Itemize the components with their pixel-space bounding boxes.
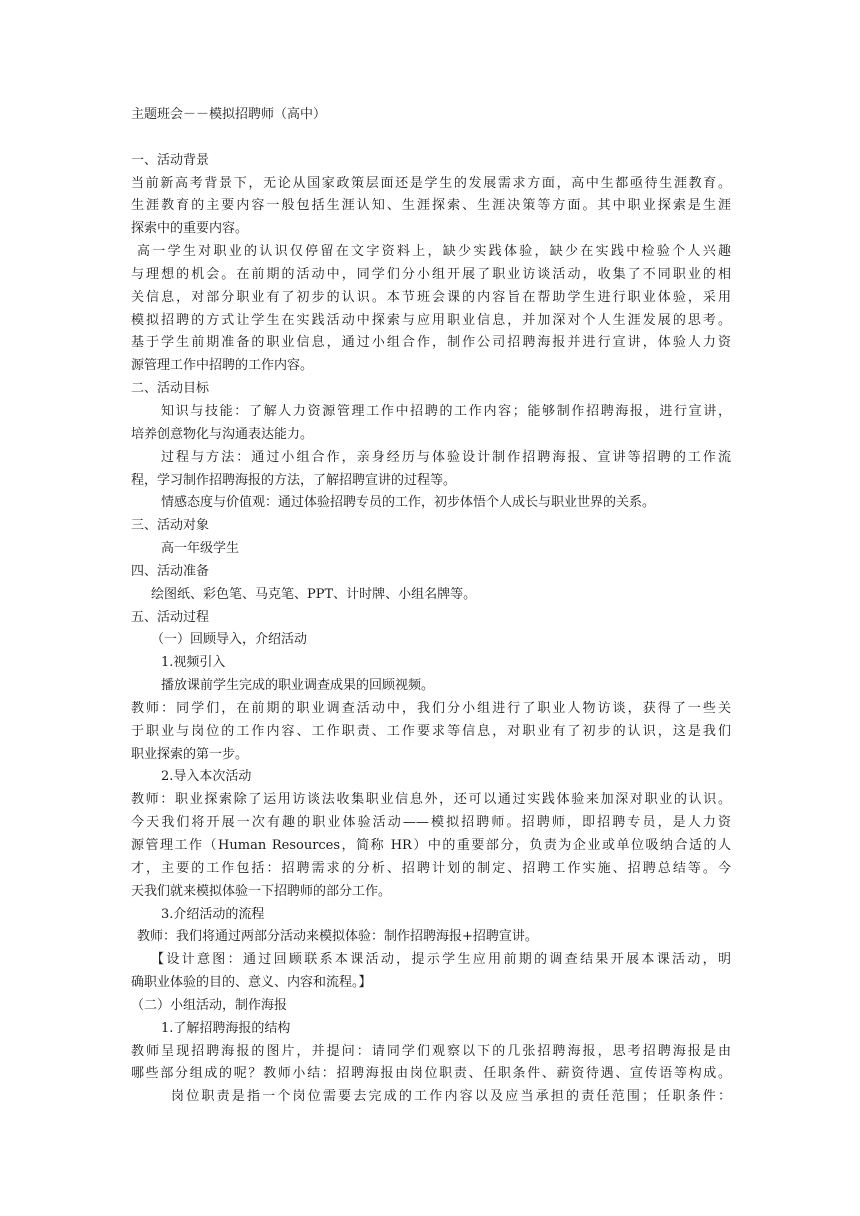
paragraph-line: 职业探索的第一步。 bbox=[131, 746, 249, 762]
step-heading: 1.视频引入 bbox=[161, 655, 226, 671]
paragraph-line: 教师：同学们，在前期的职业调查活动中，我们分小组进行了职业人物访谈，获得了一些关 bbox=[131, 700, 731, 716]
paragraph-line: 与理想的机会。在前期的活动中，同学们分小组开展了职业访谈活动，收集了不同职业的相 bbox=[131, 266, 731, 282]
document-body bbox=[131, 104, 731, 1109]
paragraph-line: 哪些部分组成的呢？教师小结：招聘海报由岗位职责、任职条件、薪资待遇、宣传语等构成。 bbox=[131, 1066, 731, 1082]
paragraph-line: 情感态度与价值观：通过体验招聘专员的工作，初步体悟个人成长与职业世界的关系。 bbox=[161, 495, 656, 511]
paragraph-line: 关信息，对部分职业有了初步的认识。本节班会课的内容旨在帮助学生进行职业体验，采用 bbox=[131, 289, 731, 305]
paragraph-line: 才，主要的工作包括：招聘需求的分析、招聘计划的制定、招聘工作实施、招聘总结等。今 bbox=[131, 860, 731, 876]
paragraph-line: 教师：我们将通过两部分活动来模拟体验：制作招聘海报+招聘宣讲。 bbox=[137, 929, 538, 945]
paragraph-line: 绘图纸、彩色笔、马克笔、PPT、计时牌、小组名牌等。 bbox=[151, 586, 477, 602]
paragraph-line: 源管理工作（Human Resources，简称 HR）中的重要部分，负责为企业或单位吸纳合适的人 bbox=[131, 838, 731, 853]
design-intent-line: 【设计意图：通过回顾联系本课活动，提示学生应用前期的调查结果开展本课活动，明 bbox=[151, 952, 731, 968]
paragraph-line: 探索中的重要内容。 bbox=[131, 221, 249, 237]
subsection-heading: （二）小组活动，制作海报 bbox=[131, 997, 288, 1013]
paragraph-line: 基于学生前期准备的职业信息，通过小组合作，制作公司招聘海报并进行宣讲，体验人力资 bbox=[131, 335, 731, 351]
paragraph-line: 教师：职业探索除了运用访谈法收集职业信息外，还可以通过实践体验来加深对职业的认识。 bbox=[131, 792, 731, 808]
paragraph-line: 高一年级学生 bbox=[161, 541, 240, 557]
paragraph-line: 过程与方法：通过小组合作，亲身经历与体验设计制作招聘海报、宣讲等招聘的工作流 bbox=[161, 449, 731, 465]
subsection-heading: （一）回顾导入，介绍活动 bbox=[151, 632, 308, 648]
step-heading: 3.介绍活动的流程 bbox=[161, 906, 265, 922]
section-heading-goals: 二、活动目标 bbox=[131, 381, 210, 397]
step-heading: 1.了解招聘海报的结构 bbox=[161, 1020, 291, 1036]
paragraph-line: 于职业与岗位的工作内容、工作职责、工作要求等信息，对职业有了初步的认识，这是我们 bbox=[131, 723, 731, 739]
design-intent-line: 确职业体验的目的、意义、内容和流程。】 bbox=[131, 975, 372, 991]
section-heading-process: 五、活动过程 bbox=[131, 609, 210, 625]
section-heading-background: 一、活动背景 bbox=[131, 152, 210, 168]
paragraph-line: 模拟招聘的方式让学生在实践活动中探索与应用职业信息，并加深对个人生涯发展的思考。 bbox=[131, 312, 731, 328]
paragraph-line: 生涯教育的主要内容一般包括生涯认知、生涯探索、生涯决策等方面。其中职业探索是生涯 bbox=[131, 198, 731, 214]
paragraph-line: 当前新高考背景下，无论从国家政策层面还是学生的发展需求方面，高中生都亟待生涯教育。 bbox=[131, 175, 731, 191]
paragraph-line: 岗位职责是指一个岗位需要去完成的工作内容以及应当承担的责任范围；任职条件： bbox=[171, 1089, 731, 1105]
paragraph-line: 高一学生对职业的认识仅停留在文字资料上，缺少实践体验，缺少在实践中检验个人兴趣 bbox=[137, 244, 731, 260]
step-heading: 2.导入本次活动 bbox=[161, 769, 252, 785]
paragraph-line: 知识与技能：了解人力资源管理工作中招聘的工作内容；能够制作招聘海报，进行宣讲， bbox=[161, 403, 731, 419]
section-heading-preparation: 四、活动准备 bbox=[131, 563, 210, 579]
paragraph-line: 今天我们将开展一次有趣的职业体验活动——模拟招聘师。招聘师，即招聘专员，是人力资 bbox=[131, 815, 731, 831]
document-title: 主题班会－－模拟招聘师（高中） bbox=[131, 107, 327, 122]
paragraph-line: 天我们就来模拟体验一下招聘师的部分工作。 bbox=[131, 883, 392, 899]
paragraph-line: 播放课前学生完成的职业调查成果的回顾视频。 bbox=[161, 678, 435, 694]
paragraph-line: 培养创意物化与沟通表达能力。 bbox=[131, 426, 314, 442]
paragraph-line: 教师呈现招聘海报的图片，并提问：请同学们观察以下的几张招聘海报，思考招聘海报是由 bbox=[131, 1043, 731, 1059]
section-heading-audience: 三、活动对象 bbox=[131, 518, 210, 534]
paragraph-line: 源管理工作中招聘的工作内容。 bbox=[131, 358, 314, 374]
paragraph-line: 程，学习制作招聘海报的方法，了解招聘宣讲的过程等。 bbox=[131, 472, 457, 488]
